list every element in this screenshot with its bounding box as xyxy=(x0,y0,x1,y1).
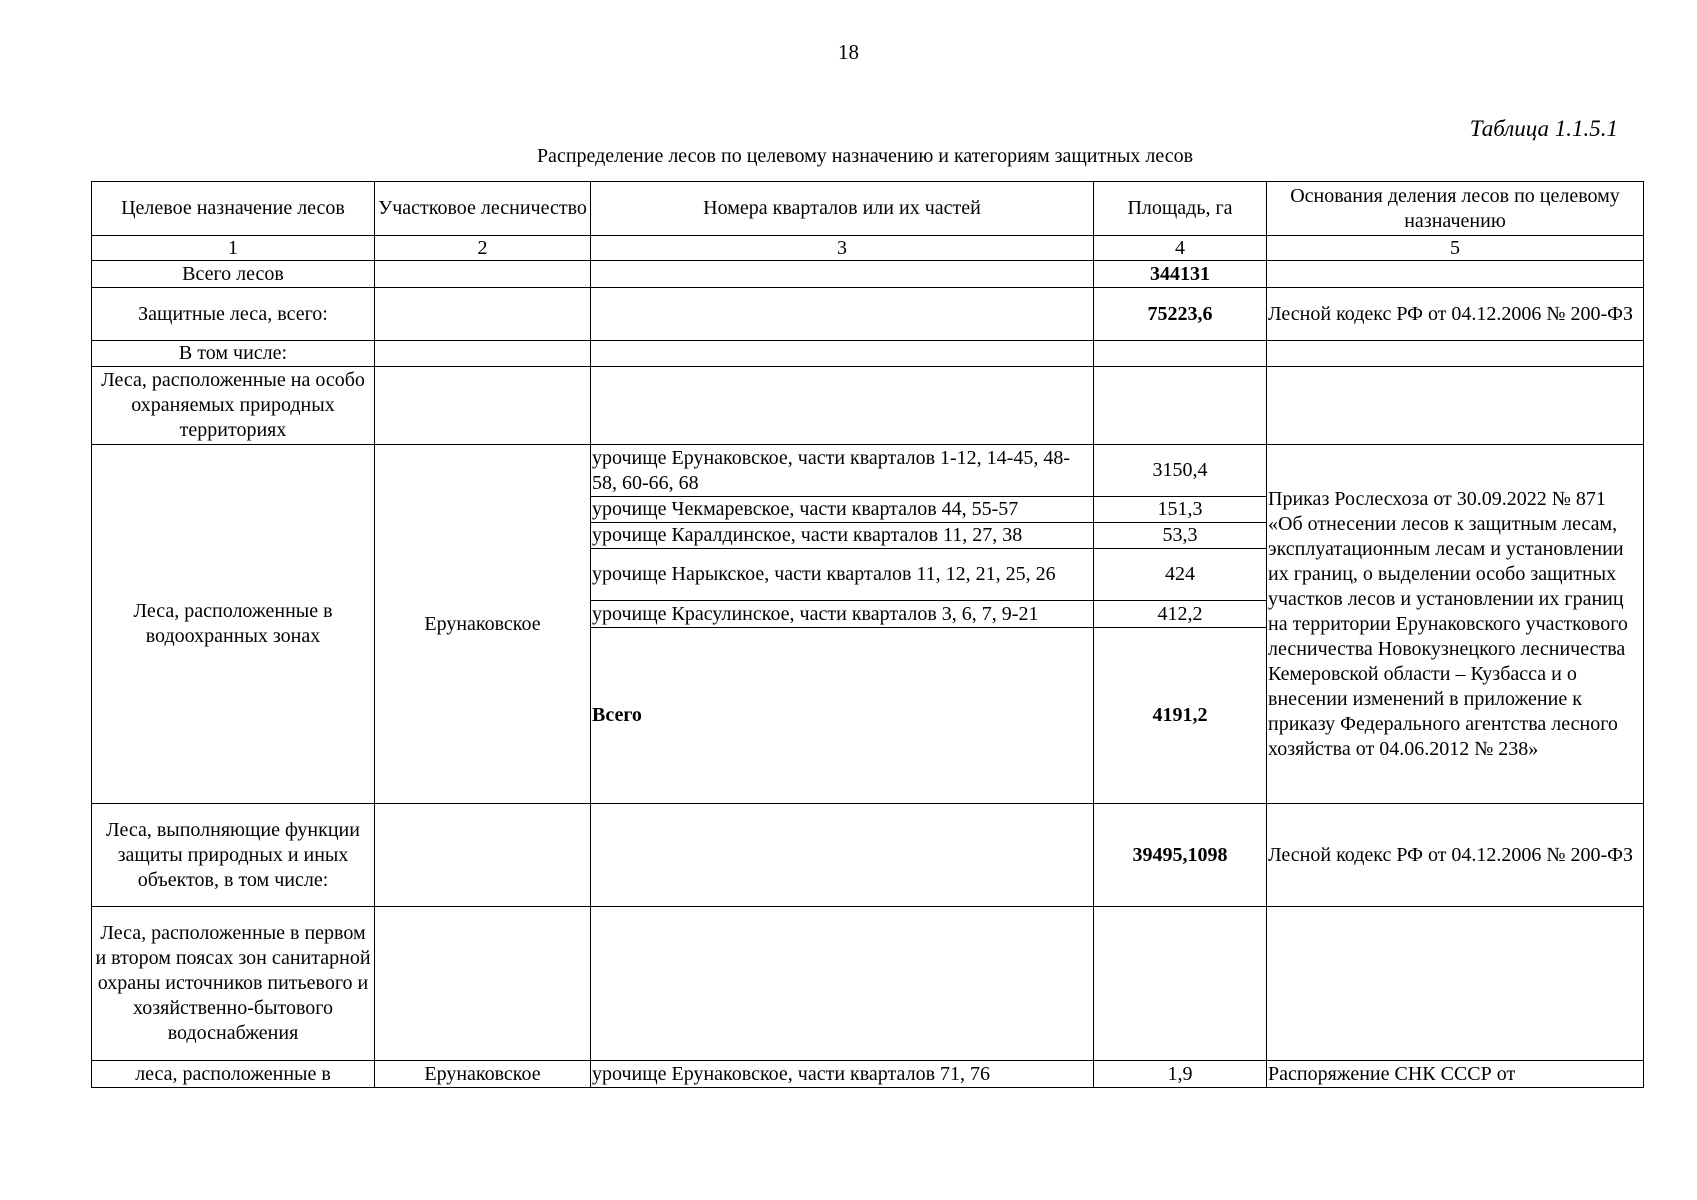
table-header-row xyxy=(92,182,1644,236)
district-cell xyxy=(375,288,591,341)
district-cell xyxy=(375,907,591,1061)
header-quarters: Номера кварталов или их частей xyxy=(591,182,1094,236)
quarters-cell: урочище Каралдинское, части кварталов 11, 27, 38 xyxy=(591,523,1094,549)
table-row-protective xyxy=(92,288,1644,341)
basis-cell xyxy=(1267,907,1644,1061)
basis-cell xyxy=(1267,341,1644,367)
basis-cell: Лесной кодекс РФ от 04.12.2006 № 200-ФЗ xyxy=(1267,288,1644,341)
table-row-last xyxy=(92,1061,1644,1088)
area-cell: 344131 xyxy=(1094,261,1267,288)
quarters-cell: урочище Чекмаревское, части кварталов 44, 55-57 xyxy=(591,497,1094,523)
table-row-water-zones xyxy=(92,445,1644,497)
header-area: Площадь, га xyxy=(1094,182,1267,236)
header-district: Участковое лесничество xyxy=(375,182,591,236)
basis-cell: Лесной кодекс РФ от 04.12.2006 № 200-ФЗ xyxy=(1267,804,1644,907)
quarters-cell: урочище Красулинское, части кварталов 3, 6, 7, 9-21 xyxy=(591,601,1094,628)
purpose-cell: Всего лесов xyxy=(92,261,375,288)
column-number: 4 xyxy=(1094,236,1267,261)
area-cell: 424 xyxy=(1094,549,1267,601)
quarters-cell: урочище Нарыкское, части кварталов 11, 12, 21, 25, 26 xyxy=(591,549,1094,601)
header-purpose: Целевое назначение лесов xyxy=(92,182,375,236)
forest-distribution-table xyxy=(91,181,1644,1088)
quarters-cell xyxy=(591,907,1094,1061)
quarters-cell: урочище Ерунаковское, части кварталов 1-12, 14-45, 48-58, 60-66, 68 xyxy=(591,445,1094,497)
column-number: 1 xyxy=(92,236,375,261)
area-cell: 1,9 xyxy=(1094,1061,1267,1088)
table-row-total xyxy=(92,261,1644,288)
quarters-cell xyxy=(591,341,1094,367)
area-cell xyxy=(1094,367,1267,445)
column-number: 2 xyxy=(375,236,591,261)
column-number: 5 xyxy=(1267,236,1644,261)
district-cell xyxy=(375,367,591,445)
table-row-sanitary-zones xyxy=(92,907,1644,1061)
area-cell: 151,3 xyxy=(1094,497,1267,523)
quarters-cell xyxy=(591,261,1094,288)
area-cell: 412,2 xyxy=(1094,601,1267,628)
district-cell xyxy=(375,261,591,288)
table-row-oopt xyxy=(92,367,1644,445)
area-cell xyxy=(1094,907,1267,1061)
area-cell: 4191,2 xyxy=(1094,628,1267,804)
district-cell: Ерунаковское xyxy=(375,445,591,804)
district-cell xyxy=(375,341,591,367)
basis-cell xyxy=(1267,261,1644,288)
table-label: Таблица 1.1.5.1 xyxy=(1469,116,1618,141)
quarters-cell xyxy=(591,804,1094,907)
district-cell: Ерунаковское xyxy=(375,1061,591,1088)
column-number-row xyxy=(92,236,1644,261)
area-cell: 39495,1098 xyxy=(1094,804,1267,907)
column-number: 3 xyxy=(591,236,1094,261)
page-number: 18 xyxy=(838,40,859,64)
quarters-cell xyxy=(591,288,1094,341)
purpose-cell: леса, расположенные в xyxy=(92,1061,375,1088)
basis-cell: Распоряжение СНК СССР от xyxy=(1267,1061,1644,1088)
purpose-cell: Защитные леса, всего: xyxy=(92,288,375,341)
area-cell: 53,3 xyxy=(1094,523,1267,549)
table-row-including xyxy=(92,341,1644,367)
area-cell: 3150,4 xyxy=(1094,445,1267,497)
table-title: Распределение лесов по целевому назначению и категориям защитных лесов xyxy=(536,145,1194,167)
basis-cell xyxy=(1267,367,1644,445)
header-basis: Основания деления лесов по целевому назначению xyxy=(1267,182,1644,236)
area-cell: 75223,6 xyxy=(1094,288,1267,341)
purpose-cell: Леса, расположенные на особо охраняемых природных территориях xyxy=(92,367,375,445)
purpose-cell: Леса, выполняющие функции защиты природных и иных объектов, в том числе: xyxy=(92,804,375,907)
purpose-cell: В том числе: xyxy=(92,341,375,367)
purpose-cell: Леса, расположенные в водоохранных зонах xyxy=(92,445,375,804)
basis-cell: Приказ Рослесхоза от 30.09.2022 № 871 «Об отнесении лесов к защитным лесам, эксплуатационным лесам и установлении их границ, о выделении особо защитных участков лесов и установлении их границ на территории Ерунаковского участкового лесничества Новокузнецкого лесничества Кемеровской области – Кузбасса и о внесении изменений в приложение к приказу Федерального агентства лесного хозяйства от 04.06.2012 № 238» xyxy=(1267,445,1644,804)
quarters-cell: урочище Ерунаковское, части кварталов 71, 76 xyxy=(591,1061,1094,1088)
quarters-cell: Всего xyxy=(591,628,1094,804)
purpose-cell: Леса, расположенные в первом и втором поясах зон санитарной охраны источников питьевого и хозяйственно-бытового водоснабжения xyxy=(92,907,375,1061)
table-row-protection-functions xyxy=(92,804,1644,907)
area-cell xyxy=(1094,341,1267,367)
district-cell xyxy=(375,804,591,907)
quarters-cell xyxy=(591,367,1094,445)
